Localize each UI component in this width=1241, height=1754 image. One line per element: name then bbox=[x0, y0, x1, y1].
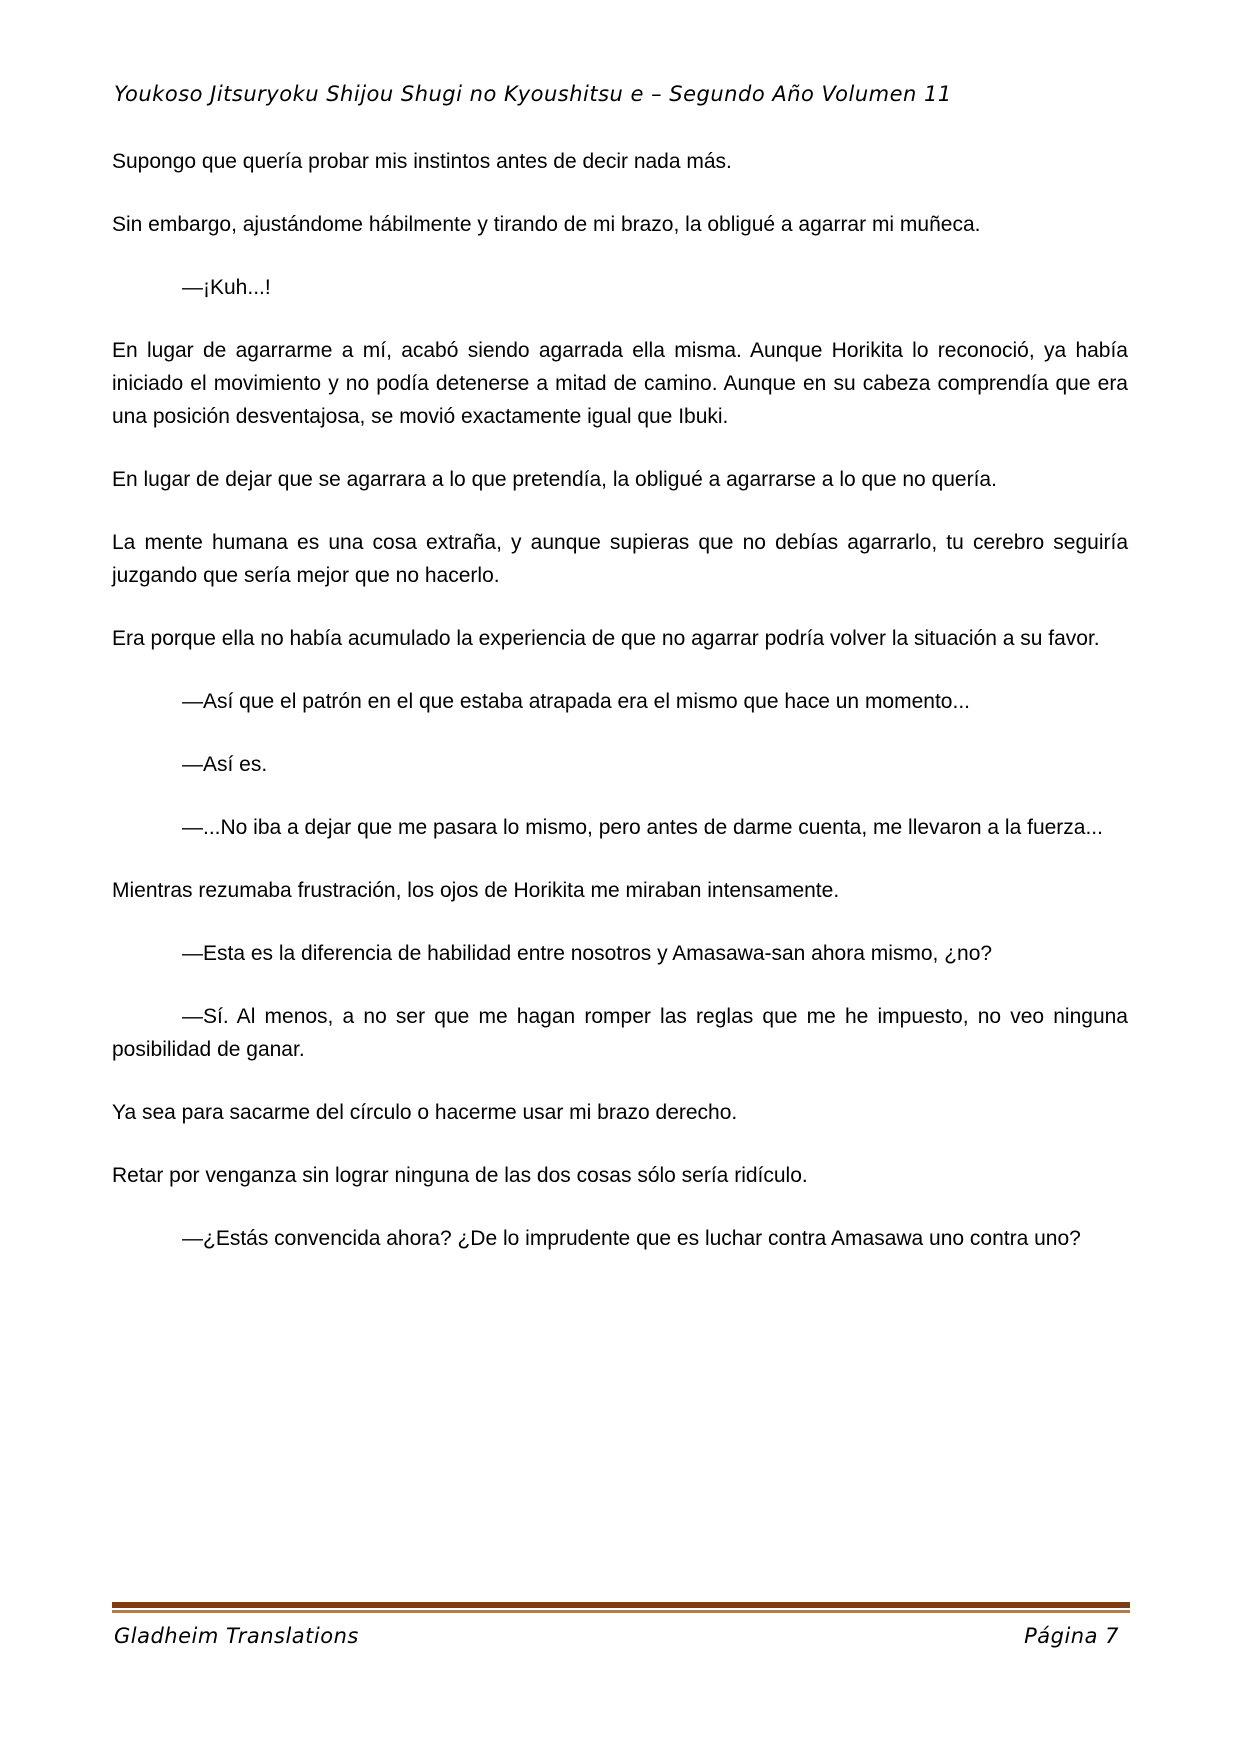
paragraph: Mientras rezumaba frustración, los ojos de Horikita me miraban intensamente. bbox=[112, 879, 840, 902]
paragraph: —¡Kuh...! bbox=[182, 276, 271, 299]
footer-divider-thin-line bbox=[112, 1610, 1130, 1613]
paragraph: —Esta es la diferencia de habilidad entre nosotros y Amasawa-san ahora mismo, ¿no? bbox=[182, 942, 993, 965]
page-footer bbox=[114, 1624, 1119, 1648]
paragraph: La mente humana es una cosa extraña, y aunque supieras que no debías agarrarlo, tu cerebro seguiría juzgando que sería mejor que no hacerlo. bbox=[112, 531, 1128, 587]
paragraph: Retar por venganza sin lograr ninguna de las dos cosas sólo sería ridículo. bbox=[112, 1164, 808, 1187]
paragraph: —¿Estás convencida ahora? ¿De lo imprudente que es luchar contra Amasawa uno contra uno? bbox=[182, 1227, 1081, 1250]
paragraph: Supongo que quería probar mis instintos antes de decir nada más. bbox=[112, 150, 732, 173]
paragraph: En lugar de agarrarme a mí, acabó siendo agarrada ella misma. Aunque Horikita lo reconoció, ya había iniciado el movimiento y no podía detenerse a mitad de camino. Aunque en su cabeza comprendía que era una posición desventajosa, se movió exactamente igual que Ibuki. bbox=[112, 339, 1128, 428]
paragraph: En lugar de dejar que se agarrara a lo que pretendía, la obligué a agarrarse a lo que no quería. bbox=[112, 468, 997, 491]
paragraph: —...No iba a dejar que me pasara lo mismo, pero antes de darme cuenta, me llevaron a la fuerza... bbox=[182, 816, 1103, 839]
running-header-title: Youkoso Jitsuryoku Shijou Shugi no Kyoushitsu e – Segundo Año Volumen 11 bbox=[114, 82, 952, 106]
page-body-text bbox=[112, 145, 1128, 1285]
paragraph: Era porque ella no había acumulado la experiencia de que no agarrar podría volver la situación a su favor. bbox=[112, 627, 1100, 650]
paragraph: —Así que el patrón en el que estaba atrapada era el mismo que hace un momento... bbox=[182, 690, 970, 713]
paragraph: Sin embargo, ajustándome hábilmente y tirando de mi brazo, la obligué a agarrar mi muñeca. bbox=[112, 213, 981, 236]
footer-divider bbox=[112, 1602, 1130, 1610]
footer-translator-name: Gladheim Translations bbox=[114, 1624, 359, 1648]
paragraph: —Así es. bbox=[182, 753, 268, 776]
paragraph: —Sí. Al menos, a no ser que me hagan romper las reglas que me he impuesto, no veo ninguna posibilidad de ganar. bbox=[112, 1005, 1128, 1061]
footer-page-number: Página 7 bbox=[1024, 1624, 1119, 1648]
paragraph: Ya sea para sacarme del círculo o hacerme usar mi brazo derecho. bbox=[112, 1101, 738, 1124]
